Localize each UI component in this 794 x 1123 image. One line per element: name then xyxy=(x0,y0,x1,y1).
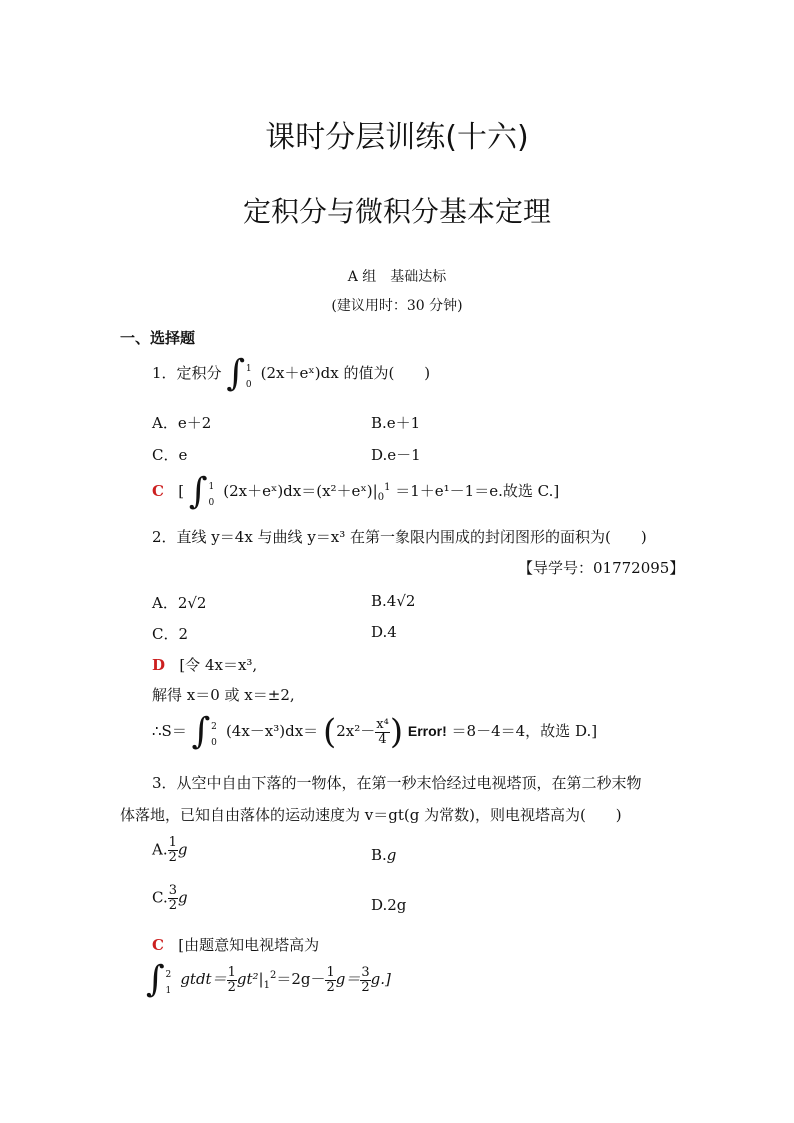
integral-sign-icon: ∫ xyxy=(226,353,246,394)
q1-option-a: A．e＋2 xyxy=(152,414,212,432)
q3-opt-d-tail: 2g xyxy=(387,896,407,914)
q3-opt-b-label: B. xyxy=(371,846,387,864)
q3-opt-c-tail: g xyxy=(178,888,188,907)
q2-option-c: C．2 xyxy=(152,625,189,643)
q1-upper-limit: 1 xyxy=(245,364,252,374)
q1-solution xyxy=(152,471,560,512)
page-title: 课时分层训练(十六) xyxy=(265,120,529,155)
q2-frac-den: 4 xyxy=(375,732,390,747)
q2-sol-body: (4x－x³)dx＝ xyxy=(225,722,319,740)
q3-opt-c-den: 2 xyxy=(168,898,177,913)
q2-answer: D xyxy=(152,656,166,674)
q2-option-d: D.4 xyxy=(371,623,397,641)
q3-sol-eval-lower: 1 xyxy=(263,980,270,991)
q2-ref-number: 【导学号：01772095】 xyxy=(518,559,685,577)
q1-sol-eval-upper: 1 xyxy=(384,482,391,493)
q1-lower-limit: 0 xyxy=(245,380,252,390)
q2-sol-prefix: ∴S＝ xyxy=(152,722,187,740)
q3-sol-lower: 1 xyxy=(165,986,172,996)
q3-opt-a-label: A. xyxy=(152,840,168,859)
q3-sol-mid3: g＝ xyxy=(335,970,361,988)
q1-sol-body: (2x＋eˣ)dx＝(x²＋eˣ)| xyxy=(223,482,378,500)
q3-f2-num: 1 xyxy=(326,964,335,980)
q3-opt-c-label: C. xyxy=(152,888,168,907)
q1-option-d: D.e－1 xyxy=(371,446,421,464)
q3-option-a xyxy=(152,836,188,865)
q3-opt-a-frac xyxy=(168,836,178,865)
q3-sol-frac-2 xyxy=(325,966,335,995)
time-hint: (建议用时：30 分钟) xyxy=(331,298,463,314)
q1-sol-open: [ xyxy=(178,482,185,500)
q1-sol-tail: ＝1＋e¹－1＝e.故选 C.] xyxy=(395,482,560,500)
left-paren-icon: ( xyxy=(322,712,337,752)
q3-opt-c-frac xyxy=(168,884,178,913)
q1-sol-eval-lower: 0 xyxy=(377,492,385,503)
q3-f3-num: 3 xyxy=(361,964,370,980)
q2-sol-lower: 0 xyxy=(211,738,217,748)
q2-error-text: Error! xyxy=(407,723,447,739)
q3-f2-den: 2 xyxy=(326,979,335,995)
integral-sign-icon: ∫ xyxy=(191,711,211,752)
q1-sol-lower: 0 xyxy=(208,498,215,508)
q3-sol-upper: 2 xyxy=(165,970,172,980)
q3-solution-line-1 xyxy=(152,934,319,955)
q3-sol-mid2: ＝2g－ xyxy=(276,970,326,988)
q3-f1-den: 2 xyxy=(227,979,236,995)
integral-sign-icon: ∫ xyxy=(188,471,208,512)
q1-option-c: C．e xyxy=(152,446,188,464)
q3-option-c xyxy=(152,884,188,913)
q3-opt-c-num: 3 xyxy=(168,883,177,898)
q2-solution-line-3 xyxy=(152,712,597,752)
q1-answer: C xyxy=(152,482,164,500)
question-3-line-1: 3．从空中自由下落的一物体，在第一秒末恰经过电视塔顶，在第二秒末物 xyxy=(152,774,642,792)
q3-opt-a-den: 2 xyxy=(168,850,177,865)
right-paren-icon: ) xyxy=(389,712,404,752)
q3-sol-line1: [由题意知电视塔高为 xyxy=(178,936,320,954)
q3-sol-frac-3 xyxy=(360,966,370,995)
q3-sol-mid1: gt²| xyxy=(236,970,264,988)
q1-prefix: 1．定积分 xyxy=(152,364,222,382)
q3-answer: C xyxy=(152,936,164,954)
q2-option-a: A．2√2 xyxy=(152,594,207,612)
q3-sol-body: gtdt＝ xyxy=(180,970,227,988)
integral-sign-icon: ∫ xyxy=(146,959,165,1000)
q2-fraction xyxy=(375,718,390,747)
q2-option-b: B.4√2 xyxy=(371,592,416,610)
q3-sol-frac-1 xyxy=(227,966,237,995)
q3-sol-limits xyxy=(166,964,176,996)
q3-opt-a-tail: g xyxy=(177,840,188,859)
q2-solution-line-2: 解得 x＝0 或 x＝±2, xyxy=(152,686,295,704)
q2-frac-num: x⁴ xyxy=(376,716,389,732)
q2-sol-paren-text: 2x²－ xyxy=(336,722,376,740)
q1-option-b: B.e＋1 xyxy=(371,414,421,432)
q1-limits xyxy=(246,358,256,390)
q3-sol-end: g.] xyxy=(370,970,391,988)
q3-option-d xyxy=(371,896,406,914)
page-subtitle: 定积分与微积分基本定理 xyxy=(242,195,551,228)
q3-sol-eval-upper: 2 xyxy=(269,970,277,981)
q1-sol-upper: 1 xyxy=(208,482,215,492)
question-2: 2．直线 y＝4x 与曲线 y＝x³ 在第一象限内围成的封闭图形的面积为( ) xyxy=(152,528,647,546)
q1-sol-limits xyxy=(208,476,218,508)
q3-opt-b-tail: g xyxy=(386,846,397,864)
q2-sol-line1: [令 4x＝x³, xyxy=(179,656,258,674)
q3-opt-a-num: 1 xyxy=(168,835,177,850)
question-1 xyxy=(152,353,431,394)
q1-suffix: 的值为( ) xyxy=(343,364,431,382)
q3-solution-line-2 xyxy=(146,959,391,1000)
q2-sol-limits xyxy=(211,716,221,748)
question-3-line-2: 体落地，已知自由落体的运动速度为 v＝gt(g 为常数)，则电视塔高为( ) xyxy=(120,806,622,824)
q2-sol-upper: 2 xyxy=(211,722,217,732)
q3-opt-d-label: D. xyxy=(371,896,388,914)
q3-f3-den: 2 xyxy=(361,979,370,995)
q3-option-b xyxy=(371,846,396,864)
q2-solution-line-1 xyxy=(152,654,257,675)
q1-integrand: (2x＋eˣ)dx xyxy=(260,364,339,382)
q2-sol-tail: ＝8－4＝4，故选 D.] xyxy=(451,722,598,740)
q3-f1-num: 1 xyxy=(227,964,236,980)
group-heading: A 组 基础达标 xyxy=(347,269,447,285)
section-heading: 一、选择题 xyxy=(120,329,196,347)
